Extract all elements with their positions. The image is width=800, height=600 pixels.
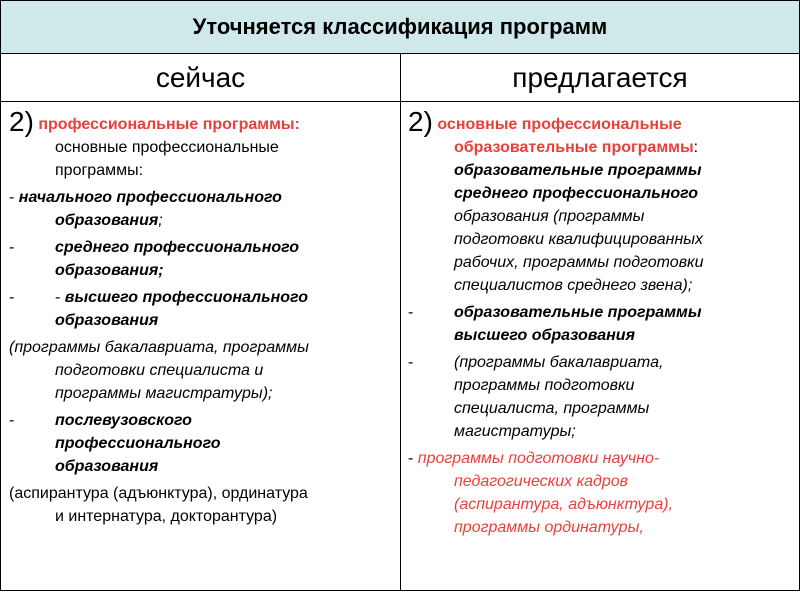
right-item-number: 2) — [408, 106, 433, 137]
right-p3-line-2: программы подготовки — [454, 377, 635, 394]
right-p4-line-3: (аспирантура, адъюнктура), — [454, 496, 673, 513]
slide-title: Уточняется классификация программ — [0, 0, 800, 54]
left-item3-line-2 — [9, 309, 392, 332]
right-heading-tail: : — [693, 139, 699, 156]
left-item1-text-2: образования — [55, 212, 159, 229]
left-item2-line-1 — [9, 236, 392, 259]
left-item1-tail: ; — [158, 212, 163, 229]
bullet-dash: - — [9, 412, 15, 429]
left-item2-text: среднего профессионального — [55, 239, 300, 256]
right-p3-text: (программы бакалавриата, — [454, 354, 664, 371]
right-p1-bold-2: среднего профессионального — [454, 185, 699, 202]
left-note1-line-3: программы магистратуры); — [55, 385, 273, 402]
header-now: сейчас — [1, 54, 401, 101]
header-proposed: предлагается — [512, 61, 688, 93]
right-p1-rest-1: образования (программы — [454, 208, 645, 225]
right-heading: основные профессиональные — [437, 116, 682, 133]
left-item2-line-2 — [9, 259, 392, 282]
right-p4-text: программы подготовки научно- — [417, 450, 660, 467]
left-item3-text-2: образования — [55, 312, 159, 329]
left-item3-prefix: - — [55, 289, 65, 306]
right-p3-line-3: специалиста, программы — [454, 400, 650, 417]
left-heading: профессиональные программы: — [38, 116, 300, 133]
right-p1-bold-1: образовательные программы — [454, 162, 702, 179]
right-p3-line-1 — [408, 351, 791, 374]
left-item-number: 2) — [9, 106, 34, 137]
table-body-row — [0, 102, 800, 591]
right-p1-rest-3: рабочих, программы подготовки — [454, 254, 704, 271]
bullet-dash: - — [408, 304, 414, 321]
left-heading-line — [9, 106, 392, 137]
left-item3-text: высшего профессионального — [64, 289, 308, 306]
bullet-dash: - — [9, 239, 15, 256]
right-p2-text: образовательные программы — [454, 304, 702, 321]
right-p2-line-2: высшего образования — [454, 327, 635, 344]
column-now — [1, 102, 401, 590]
left-note2-line-1: (аспирантура (адъюнктура), ординатура — [9, 485, 308, 502]
right-p4-line-2: педагогических кадров — [454, 473, 629, 490]
right-heading-2: образовательные программы — [454, 139, 694, 156]
left-item4-text: послевузовского — [55, 412, 192, 429]
right-p4-line-1 — [408, 447, 791, 470]
right-p4-line-4: программы ординатуры, — [454, 519, 644, 536]
dash: - — [408, 450, 418, 467]
right-heading-line — [408, 106, 791, 137]
table-header-row — [0, 54, 800, 102]
right-p1-rest-2: подготовки квалифицированных — [454, 231, 704, 248]
left-note2-line-2: и интернатура, докторантура) — [55, 508, 278, 525]
left-item4-line-1 — [9, 409, 392, 432]
left-item4-line-2: профессионального — [55, 435, 221, 452]
right-p3-line-4: магистратуры; — [454, 423, 576, 440]
left-item3-line-1 — [9, 286, 392, 309]
left-item1-text: начального профессионального — [18, 189, 282, 206]
left-sub-line-2: программы: — [55, 162, 144, 179]
right-p1-rest-4: специалистов среднего звена); — [454, 277, 693, 294]
left-item1-line-1 — [9, 186, 392, 209]
left-item4-line-3: образования — [55, 458, 159, 475]
left-sub-line-1: основные профессиональные — [55, 139, 279, 156]
left-note1-line-2: подготовки специалиста и — [55, 362, 264, 379]
dash: - — [9, 189, 19, 206]
left-item2-text-2: образования; — [55, 262, 164, 279]
bullet-dash: - — [408, 354, 414, 371]
column-proposed — [401, 102, 799, 590]
right-p2-line-1 — [408, 301, 791, 324]
left-note1-line-1: (программы бакалавриата, программы — [9, 339, 309, 356]
left-item1-line-2 — [9, 209, 392, 232]
right-heading-line-2 — [408, 136, 791, 159]
bullet-dash: - — [9, 289, 15, 306]
